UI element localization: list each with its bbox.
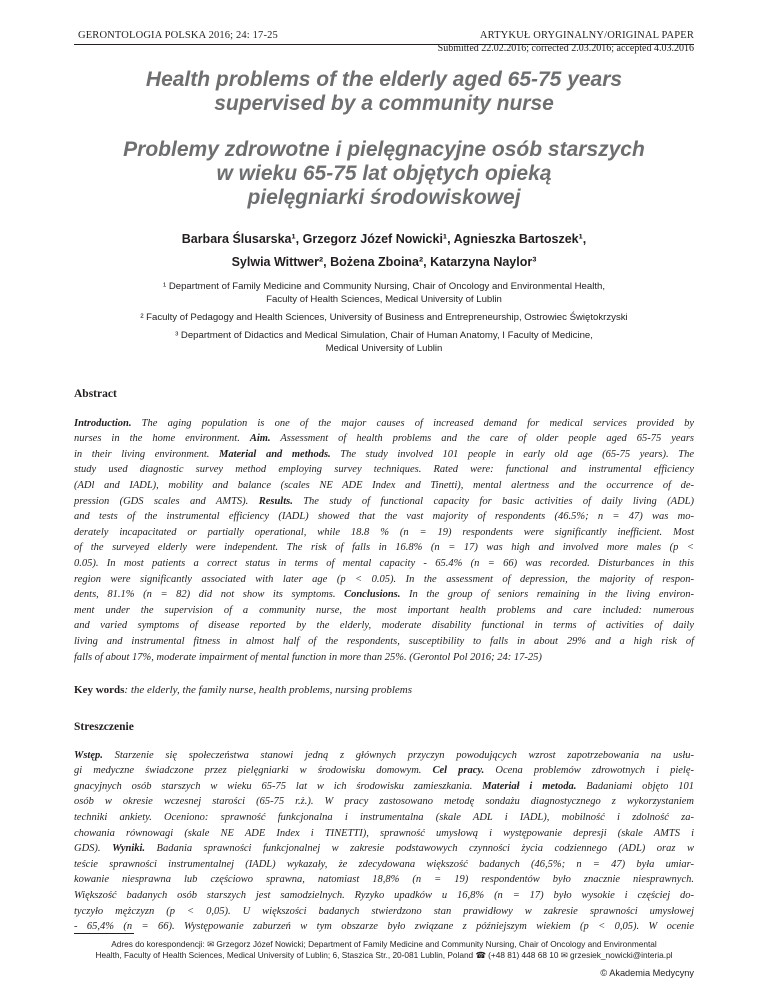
- abstract-body: [74, 416, 694, 666]
- subheading: Conclusions.: [344, 589, 401, 601]
- footnote-rule: [74, 933, 134, 934]
- body-line: chowania równowagi (skale NE ADE Index i TINETTI), sprawność umysłową i występowanie depresji (skale AMTS i: [74, 827, 694, 839]
- body-line: gnacyjnych osób starszych w wieku 65-75 lat w ich środowisku zamieszkania. Materiał i metoda. Badaniami objęto 101: [74, 780, 694, 792]
- affiliations: [60, 280, 708, 360]
- affiliation-2: [60, 311, 708, 324]
- body-line: gi medyczne świadczone przez pielęgniarki w środowisku domowym. Cel pracy. Ocena problemów zdrowotnych i pielę-: [74, 765, 694, 777]
- article-type: ARTYKUŁ ORYGINALNY/ORIGINAL PAPER: [479, 30, 694, 41]
- body-line: GDS). Wyniki. Badania sprawności funkcjonalnej w zakresie podstawowych czynności życia codziennego (ADL) oraz w: [74, 843, 694, 855]
- body-line: nurses in the home environment. Aim. Assessment of health problems and the care of older people aged 65-75 years: [74, 433, 694, 445]
- affiliation-1: [60, 280, 708, 306]
- abstract-heading: Abstract: [74, 388, 117, 400]
- body-line: tyczyło mężczyzn (p < 0,05). U większości badanych stwierdzono stan prawidłowy w zakresie sprawności umysłowej: [74, 905, 694, 917]
- keywords-label: Key words: [74, 684, 125, 696]
- affiliation-line: ¹ Department of Family Medicine and Community Nursing, Chair of Oncology and Environmental Health,: [162, 281, 606, 292]
- body-line: osób w okresie wczesnej starości (65-75 r.ż.). W pracy zastosowano metodę sondażu diagnostycznego z wykorzystaniem: [74, 796, 694, 808]
- body-line: dents, 81.1% (n = 82) did not show its symptoms. Conclusions. In the group of seniors remaining in the living environ-: [74, 589, 694, 601]
- subheading: Wyniki.: [112, 843, 146, 855]
- subheading: Results.: [258, 495, 293, 507]
- footnote-line: Adres do korespondencji: ✉ Grzegorz Józef Nowicki; Department of Family Medicine and Community Nursing, Chair of Oncology and Environmental: [111, 939, 657, 949]
- body-line: pression (GDS scales and AMTS). Results. The study of functional capacity for basic activities of daily living (ADL): [74, 495, 695, 507]
- copyright: © Akademia Medycyny: [600, 968, 694, 978]
- affiliation-line: Faculty of Health Sciences, Medical University of Lublin: [266, 294, 502, 305]
- body-line: study used diagnostic survey method employing survey techniques. Rated were: functional and instrumental efficiency: [74, 464, 694, 476]
- body-line: - 65,4% (n = 66). Występowanie zaburzeń w tym obszarze było związane z późniejszym wiekiem (p < 0,05). W ocenie: [74, 921, 694, 933]
- body-line: region were significantly associated with later age (p < 0.05). In the assessment of depression, the majority of respon-: [74, 573, 694, 585]
- correspondence-footnote: [74, 939, 694, 961]
- subheading: Materiał i metoda.: [482, 780, 577, 792]
- streszczenie-body: [74, 748, 694, 935]
- affiliation-3: [60, 329, 708, 355]
- title-en-line: Health problems of the elderly aged 65-75 years: [145, 68, 623, 91]
- body-line: ment under the supervision of a community nurse, the most important health problems and care included: numerous: [74, 604, 694, 616]
- title-pl-line: pielęgniarki środowiskowej: [247, 186, 521, 209]
- author-line: Sylwia Wittwer², Bożena Zboina², Katarzyna Naylor³: [231, 255, 537, 269]
- body-line: Introduction. The aging population is one of the major causes of increased demand for medical services provided by: [74, 417, 694, 429]
- footnote-line: Health, Faculty of Health Sciences, Medical University of Lublin; 6, Staszica Str., 20-081 Lublin, Poland ☎ (+48 81) 448 68 10 ✉ grzesiek_nowicki@interia.pl: [95, 950, 673, 960]
- title-pl-line: Problemy zdrowotne i pielęgnacyjne osób starszych: [123, 138, 645, 161]
- subheading: Introduction.: [74, 417, 132, 429]
- abstract-section: [74, 387, 694, 665]
- affiliation-line: ² Faculty of Pedagogy and Health Sciences, University of Business and Entrepreneurship, Ostrowiec Świętokrzyski: [140, 312, 628, 323]
- body-line: and varied symptoms of disease reported by the elderly, moderate disability functional in terms of activities of daily: [74, 620, 694, 632]
- author-list: [60, 228, 708, 274]
- body-line: derately incapacitated or partially operational, while 18.8 % (n = 19) respondents were significantly inefficient. Most: [74, 526, 694, 538]
- body-line: teście sprawności instrumentalnej (IADL) wykazały, że zdecydowana większość badanych (46,5%; n = 47) była umiar-: [74, 858, 694, 870]
- title-en-line: supervised by a community nurse: [214, 92, 554, 115]
- subheading: Material and methods.: [219, 448, 331, 460]
- body-line: kowanie niesprawna lub częściowo sprawna, natomiast 18,8% (n = 19) respondentów było znacznie niesprawnych.: [74, 874, 694, 886]
- journal-citation: GERONTOLOGIA POLSKA 2016; 24: 17-25: [78, 30, 278, 41]
- keywords-text: : the elderly, the family nurse, health problems, nursing problems: [124, 684, 413, 696]
- body-line: 0.05). In most patients a correct status in terms of mental capacity - 65.4% (n = 66) was recorded. Disturbances in this: [74, 557, 694, 569]
- keywords: [74, 684, 412, 696]
- title-pl-line: w wieku 65-75 lat objętych opieką: [216, 162, 552, 185]
- subheading: Aim.: [249, 433, 271, 445]
- body-line: Wstęp. Starzenie się społeczeństwa stanowi jedną z głównych przyczyn powodujących wzrost zapotrzebowania na usłu-: [74, 749, 694, 761]
- streszczenie-heading: Streszczenie: [74, 721, 134, 733]
- submission-dates: Submitted 22.02.2016; corrected 2.03.2016; accepted 4.03.2016: [437, 43, 694, 54]
- body-line: (ADl and IADL), mobility and balance (scales NE ADE Index and Tinetti), mental alertness and the occurrence of de-: [74, 479, 694, 491]
- title-polish: [60, 138, 708, 210]
- body-line: and tests of the instrumental efficiency (IADL) showed that the vast majority of respondents (46.5%; n = 47) was mo-: [74, 511, 694, 523]
- body-line: techniki ankiety. Oceniono: sprawność funkcjonalna i instrumentalna (skale ADL i IADL), mobilność i zdolność za-: [74, 811, 694, 823]
- body-line: of the surveyed elderly were independent. The risk of falls in 16.8% (n = 17) was high and involved more males (p <: [74, 542, 694, 554]
- affiliation-line: ³ Department of Didactics and Medical Simulation, Chair of Human Anatomy, I Faculty of Medicine,: [175, 330, 593, 341]
- body-line: Większość badanych osób starszych jest samodzielnych. Ryzyko upadków u 16,8% (n = 17) było wysokie i częściej do-: [74, 889, 694, 901]
- subheading: Cel pracy.: [432, 765, 485, 777]
- body-line: falls of about 17%, moderate impairment of mental function in more than 25%. (Gerontol Pol 2016; 24: 17-25): [74, 651, 542, 663]
- body-line: living and instrumental fitness in almost half of the respondents, susceptibility to falls in about 29% and a high risk of: [74, 635, 694, 647]
- author-line: Barbara Ślusarska¹, Grzegorz Józef Nowicki¹, Agnieszka Bartoszek¹,: [181, 232, 587, 246]
- subheading: Wstęp.: [74, 749, 103, 761]
- body-line: in their living environment. Material and methods. The study involved 101 people in early old age (65-75 years). The: [74, 448, 694, 460]
- affiliation-line: Medical University of Lublin: [325, 343, 443, 354]
- streszczenie-section: [74, 720, 694, 935]
- title-english: [60, 68, 708, 116]
